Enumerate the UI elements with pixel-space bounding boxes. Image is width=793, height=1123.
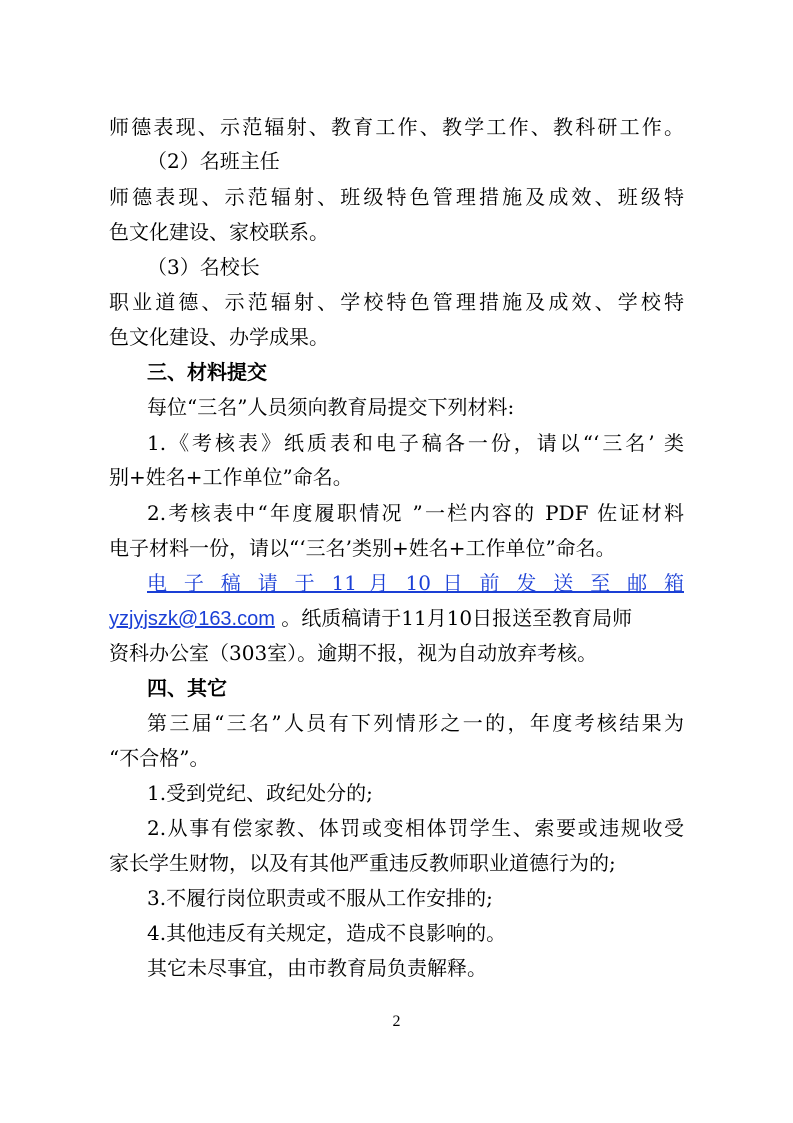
submission-email-line <box>109 604 684 633</box>
other-intro-line-2: “不合格”。 <box>109 746 210 770</box>
section-heading-materials: 三、材料提交 <box>147 360 267 384</box>
line-teacher-criteria: 师德表现、示范辐射、教育工作、教学工作、教科研工作。 <box>109 115 684 139</box>
materials-item-1-line-1: 1.《考核表》纸质表和电子稿各一份，请以“‘三名’ 类 <box>147 431 684 455</box>
paper-submission-text: 。纸质稿请于11月10日报送至教育局师 <box>274 606 633 630</box>
other-item-2-line-2: 家长学生财物，以及有其他严重违反教师职业道德行为的; <box>109 851 616 875</box>
submission-office-line: 资科办公室（303室）。逾期不报，视为自动放弃考核。 <box>109 641 598 665</box>
line-principal-criteria-2: 色文化建设、办学成果。 <box>109 325 329 349</box>
line-principal-criteria-1: 职业道德、示范辐射、学校特色管理措施及成效、学校特 <box>109 290 684 314</box>
materials-item-2-line-1: 2.考核表中“年度履职情况 ”一栏内容的 PDF 佐证材料 <box>147 501 684 525</box>
subheading-principal: （3）名校长 <box>147 255 260 279</box>
email-link[interactable]: yzjyjszk@163.com <box>109 608 275 630</box>
other-item-4: 4.其他违反有关规定，造成不良影响的。 <box>147 921 507 945</box>
other-item-1: 1.受到党纪、政纪处分的; <box>147 781 373 805</box>
materials-intro: 每位“三名”人员须向教育局提交下列材料: <box>147 395 515 419</box>
line-head-teacher-criteria-2: 色文化建设、家校联系。 <box>109 220 329 244</box>
other-item-2-line-1: 2.从事有偿家教、体罚或变相体罚学生、索要或违规收受 <box>147 816 684 840</box>
section-heading-other: 四、其它 <box>147 676 227 700</box>
line-head-teacher-criteria-1: 师德表现、示范辐射、班级特色管理措施及成效、班级特 <box>109 185 684 209</box>
subheading-head-teacher: （2）名班主任 <box>147 149 280 173</box>
materials-item-1-line-2: 别+姓名+工作单位”命名。 <box>109 465 353 489</box>
closing-statement: 其它未尽事宜，由市教育局负责解释。 <box>147 956 487 980</box>
other-intro-line-1: 第三届“三名”人员有下列情形之一的，年度考核结果为 <box>147 711 684 735</box>
page-number: 2 <box>392 1013 401 1030</box>
submission-deadline-link-line[interactable]: 电 子 稿 请 于 11 月 10 日 前 发 送 至 邮 箱 <box>147 571 684 595</box>
materials-item-2-line-2: 电子材料一份，请以“‘三名’类别+姓名+工作单位”命名。 <box>109 536 616 560</box>
other-item-3: 3.不履行岗位职责或不服从工作安排的; <box>147 886 493 910</box>
